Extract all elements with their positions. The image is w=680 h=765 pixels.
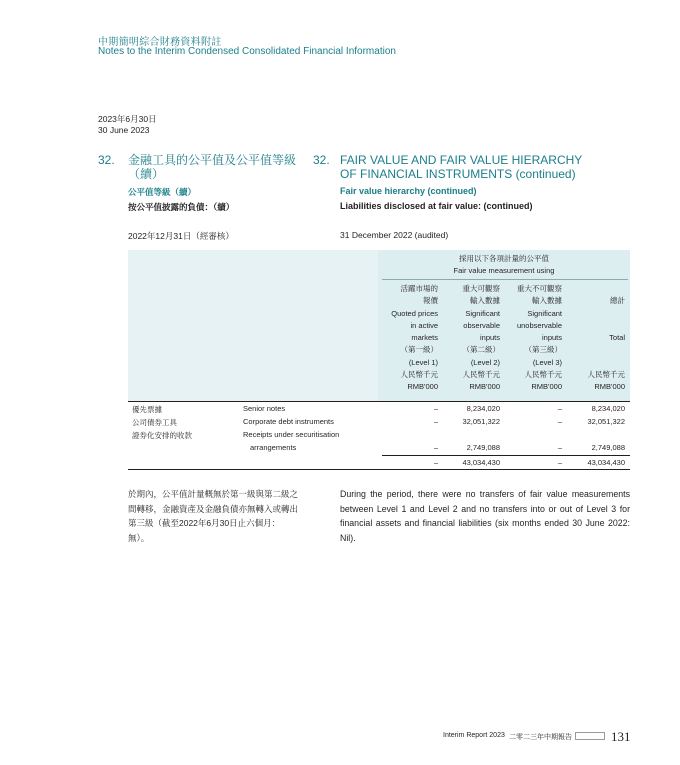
col-zh-line1 — [567, 283, 625, 295]
table-caption — [380, 253, 628, 277]
col-zh-line2: 總計 — [610, 296, 625, 306]
col-zh-line2: 輸入數據 — [470, 296, 500, 306]
table-cell: – — [557, 417, 562, 426]
section-number-en: 32. — [313, 153, 330, 167]
date-zh: 2023年6月30日 — [98, 114, 157, 124]
table-cell: 2,749,088 — [466, 443, 500, 452]
col-zh-line1: 重大不可觀察 — [517, 284, 562, 293]
col-unit-en: RMB'000 — [469, 382, 500, 392]
caption-rule — [382, 279, 628, 280]
col-spacer — [567, 357, 625, 369]
table-bottom-rule — [128, 469, 630, 470]
column-header-level1 — [380, 283, 438, 394]
table-cell: 32,051,322 — [587, 417, 625, 426]
subtotal-rule — [382, 455, 630, 456]
page-number: 131 — [611, 729, 631, 744]
table-header-label-area — [128, 250, 378, 402]
column-header-level2 — [442, 283, 500, 394]
total-cell: – — [557, 458, 562, 467]
col-zh-line1: 活躍市場的 — [400, 284, 438, 293]
col-level-zh: （第一級） — [400, 345, 438, 355]
col-zh-line2: 報價 — [423, 296, 438, 306]
table-caption-en: Fair value measurement using — [453, 266, 555, 275]
col-level-en: (Level 2) — [470, 357, 500, 367]
col-level-zh: （第二級） — [462, 345, 500, 355]
col-en-line3: markets — [411, 333, 438, 343]
col-level-en: (Level 3) — [532, 357, 562, 367]
section-title-en: FAIR VALUE AND FAIR VALUE HIERARCHY OF FINANCIAL INSTRUMENTS (continued) — [340, 153, 583, 181]
col-en-line2 — [567, 320, 625, 332]
table-caption-zh: 採用以下各項計量的公平值 — [459, 254, 549, 263]
subheading-en-2: Liabilities disclosed at fair value: (continued) — [340, 201, 533, 211]
col-unit-en: RMB'000 — [594, 382, 625, 392]
date-en: 30 June 2023 — [98, 125, 150, 135]
footer-report-en: Interim Report 2023 — [443, 732, 505, 739]
col-en-line2: in active — [410, 320, 438, 330]
section-title-zh: 金融工具的公平值及公平值等級（續） — [128, 153, 297, 181]
col-level-zh: （第三級） — [524, 345, 562, 355]
paragraph-en: During the period, there were no transfers of fair value measurements between Level 1 and Level 2 and no transfers into or out of Level 3 for financial assets and financial liabilities (six months ended 30 June 2022: Nil). — [340, 489, 630, 543]
col-unit-en: RMB'000 — [531, 382, 562, 392]
paragraph-zh: 於期內，公平值計量概無於第一級與第二級之間轉移，金融資產及金融負債亦無轉入或轉出第三級（截至2022年6月30日止六個月：無）。 — [128, 489, 299, 543]
col-zh-line1: 重大可觀察 — [462, 284, 500, 293]
total-cell: 43,034,430 — [462, 458, 500, 467]
table-cell: 8,234,020 — [466, 404, 500, 413]
total-cell: 43,034,430 — [587, 458, 625, 467]
col-unit-zh: 人民幣千元 — [462, 370, 500, 380]
subheading-en-1: Fair value hierarchy (continued) — [340, 186, 477, 196]
col-en-line1: Quoted prices — [391, 308, 438, 318]
table-cell: – — [557, 404, 562, 413]
col-en-line3: Total — [609, 333, 625, 343]
row-label-zh: 優先票據 — [132, 405, 162, 414]
table-cell: 8,234,020 — [591, 404, 625, 413]
subheading-zh-1: 公平值等級（續） — [128, 187, 197, 197]
col-zh-line2: 輸入數據 — [532, 296, 562, 306]
col-spacer — [567, 308, 625, 320]
col-en-line3: inputs — [541, 333, 562, 343]
col-unit-zh: 人民幣千元 — [400, 370, 438, 380]
table-cell: 2,749,088 — [591, 443, 625, 452]
col-spacer — [567, 344, 625, 356]
table-cell: – — [557, 443, 562, 452]
row-label-zh: 公司債券工具 — [132, 418, 177, 427]
section-number-zh: 32. — [98, 153, 115, 167]
row-label-en: Receipts under securitisation — [243, 430, 340, 439]
col-unit-en: RMB'000 — [407, 382, 438, 392]
col-en-line1: Significant — [527, 308, 562, 318]
table-header-rule — [128, 401, 630, 402]
row-label-zh: 證券化安排的收款 — [132, 431, 192, 440]
period-label-zh: 2022年12月31日（經審核） — [128, 231, 234, 241]
table-cell: – — [433, 404, 438, 413]
row-label-en: Senior notes — [243, 404, 286, 413]
row-label-en: Corporate debt instruments — [243, 417, 334, 426]
col-en-line3: inputs — [479, 333, 500, 343]
running-header-zh: 中期簡明綜合財務資料附註 — [98, 37, 222, 48]
running-header-en: Notes to the Interim Condensed Consolidated Financial Information — [98, 46, 396, 57]
col-unit-zh: 人民幣千元 — [524, 370, 562, 380]
col-en-line2: observable — [463, 320, 500, 330]
footer-bar — [575, 732, 605, 740]
row-label-en-cont: arrangements — [250, 443, 297, 452]
col-en-line1: Significant — [465, 308, 500, 318]
total-cell: – — [433, 458, 438, 467]
col-level-en: (Level 1) — [408, 357, 438, 367]
subheading-zh-2: 按公平值披露的負債：（續） — [128, 202, 235, 212]
table-cell: 32,051,322 — [462, 417, 500, 426]
table-cell: – — [433, 417, 438, 426]
table-cell: – — [433, 443, 438, 452]
footer-report-zh: 二零二三年中期報告 — [509, 734, 572, 741]
column-header-level3 — [504, 283, 562, 394]
col-unit-zh: 人民幣千元 — [587, 370, 625, 380]
column-header-total — [567, 283, 625, 394]
col-en-line2: unobservable — [516, 320, 562, 330]
period-label-en: 31 December 2022 (audited) — [340, 230, 449, 240]
